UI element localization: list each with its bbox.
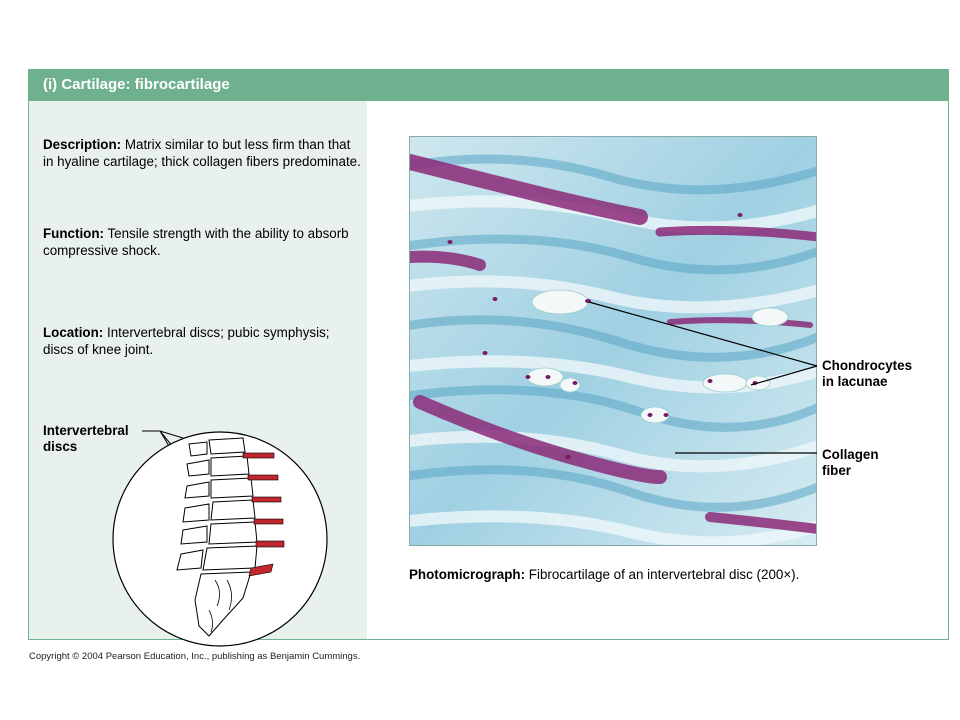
caption-label: Photomicrograph: bbox=[409, 567, 526, 582]
micrograph-leader-lines bbox=[29, 70, 950, 641]
micrograph-caption bbox=[409, 567, 829, 584]
caption-text: Fibrocartilage of an intervertebral disc (200×). bbox=[528, 567, 800, 582]
function-label: Function: bbox=[43, 226, 104, 241]
location-text: Intervertebral discs; pubic symphysis; discs of knee joint. bbox=[43, 325, 330, 357]
description-text: Matrix similar to but less firm than that in hyaline cartilage; thick collagen fibers predominate. bbox=[43, 137, 361, 169]
collagen-line2: fiber bbox=[822, 463, 852, 478]
chondrocytes-line2: in lacunae bbox=[822, 374, 888, 389]
location-label: Location: bbox=[43, 325, 104, 340]
copyright-notice: Copyright © 2004 Pearson Education, Inc., publishing as Benjamin Cummings. bbox=[29, 651, 361, 662]
disc-label-line2: discs bbox=[43, 439, 78, 454]
collagen-fiber-callout bbox=[822, 447, 879, 479]
description-label: Description: bbox=[43, 137, 122, 152]
figure-frame bbox=[28, 69, 949, 640]
page-title: (i) Cartilage: fibrocartilage bbox=[43, 76, 230, 93]
chondrocytes-line1: Chondrocytes bbox=[822, 358, 913, 373]
collagen-line1: Collagen bbox=[822, 447, 879, 462]
chondrocytes-callout bbox=[822, 358, 912, 390]
disc-label-line1: Intervertebral bbox=[43, 423, 129, 438]
function-text: Tensile strength with the ability to absorb compressive shock. bbox=[43, 226, 349, 258]
